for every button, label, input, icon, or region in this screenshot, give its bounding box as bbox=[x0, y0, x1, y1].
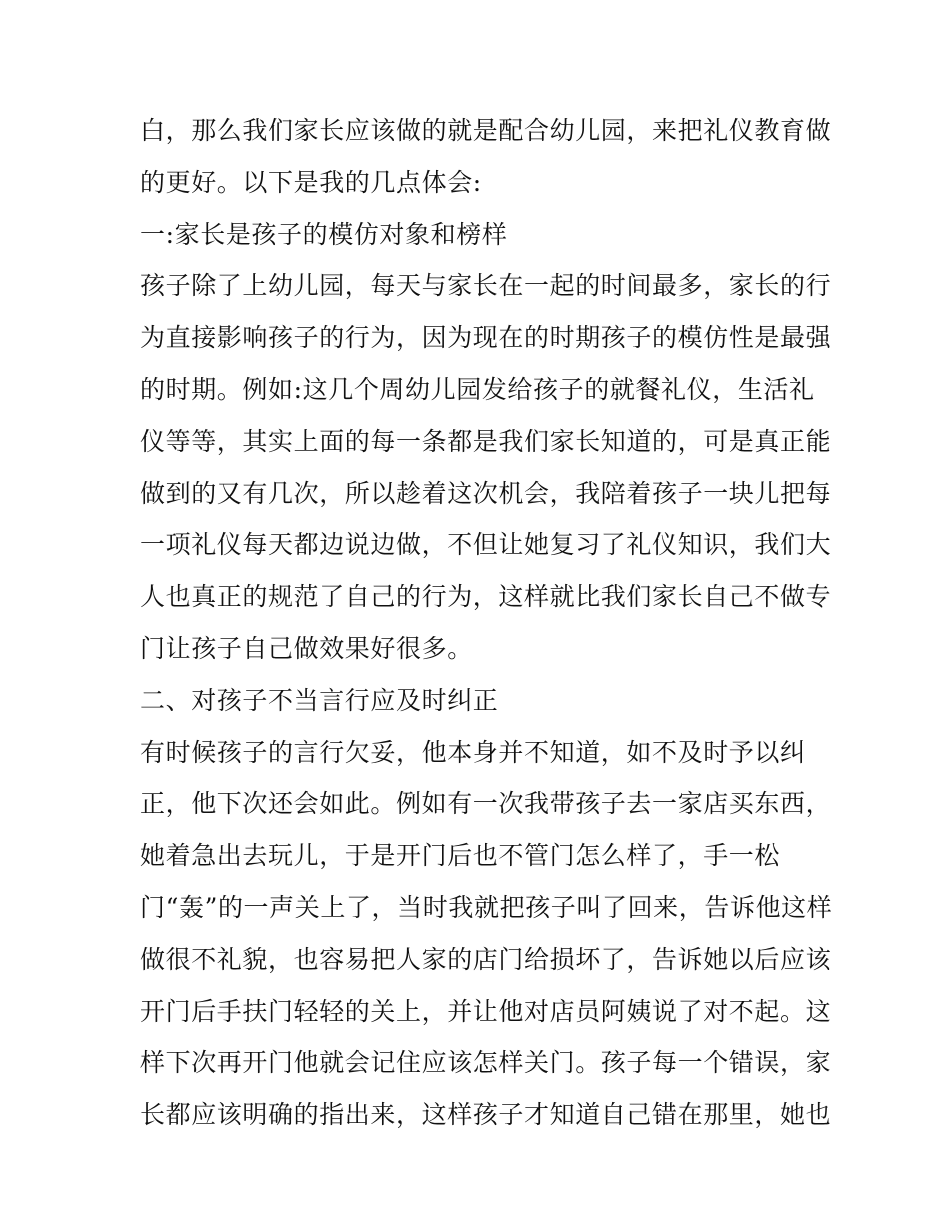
text-line: 孩子除了上幼儿园，每天与家长在一起的时间最多，家长的行 bbox=[140, 271, 832, 301]
text-line: 做很不礼貌，也容易把人家的店门给损坏了，告诉她以后应该 bbox=[140, 944, 832, 974]
text-line: 有时候孩子的言行欠妥，他本身并不知道，如不及时予以纠 bbox=[140, 737, 806, 767]
document-body bbox=[140, 105, 833, 1141]
text-line: 做到的又有几次，所以趁着这次机会，我陪着孩子一块儿把每 bbox=[140, 478, 832, 508]
section-heading-2: 二、对孩子不当言行应及时纠正 bbox=[140, 685, 499, 715]
text-line: 门让孩子自己做效果好很多。 bbox=[140, 633, 473, 663]
text-line: 的时期。例如:这几个周幼儿园发给孩子的就餐礼仪，生活礼 bbox=[140, 374, 815, 404]
text-line: 白，那么我们家长应该做的就是配合幼儿园，来把礼仪教育做 bbox=[140, 116, 832, 145]
text-line: 开门后手扶门轻轻的关上，并让他对店员阿姨说了对不起。这 bbox=[140, 996, 832, 1026]
text-line: 为直接影响孩子的行为，因为现在的时期孩子的模仿性是最强 bbox=[140, 323, 832, 353]
text-line: 仪等等，其实上面的每一条都是我们家长知道的，可是真正能 bbox=[140, 426, 832, 456]
section-heading-1: 一:家长是孩子的模仿对象和榜样 bbox=[140, 219, 508, 249]
text-line: 正，他下次还会如此。例如有一次我带孩子去一家店买东西， bbox=[140, 789, 832, 819]
text-line: 的更好。以下是我的几点体会: bbox=[140, 167, 482, 197]
text-line: 样下次再开门他就会记住应该怎样关门。孩子每一个错误，家 bbox=[140, 1048, 832, 1078]
text-line: 门“轰”的一声关上了，当时我就把孩子叫了回来，告诉他这样 bbox=[140, 892, 833, 922]
text-line: 她着急出去玩儿，于是开门后也不管门怎么样了，手一松 bbox=[140, 841, 781, 871]
text-line: 人也真正的规范了自己的行为，这样就比我们家长自己不做专 bbox=[140, 582, 832, 612]
text-line: 长都应该明确的指出来，这样孩子才知道自己错在那里，她也 bbox=[140, 1100, 832, 1130]
text-line: 一项礼仪每天都边说边做，不但让她复习了礼仪知识，我们大 bbox=[140, 530, 832, 560]
